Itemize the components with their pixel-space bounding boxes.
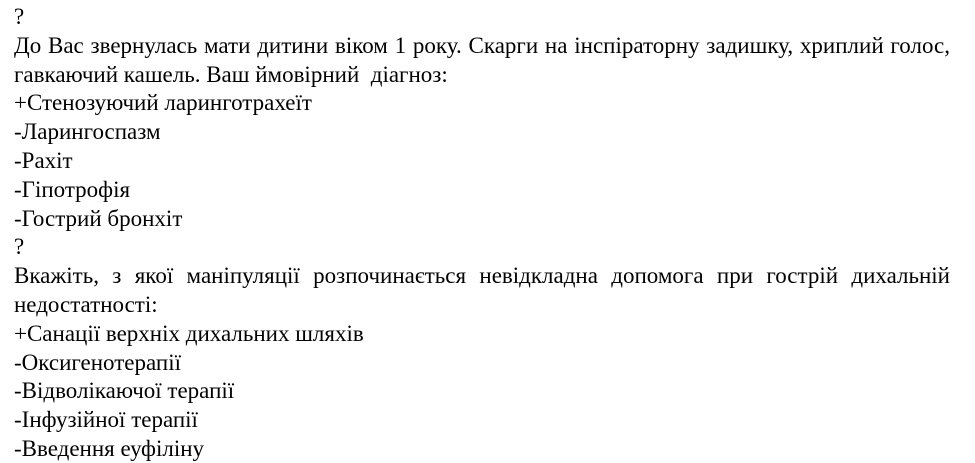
answer-option: -Ларингоспазм bbox=[14, 119, 161, 145]
question-block-1 bbox=[14, 3, 956, 233]
answer-option: -Введення еуфіліну bbox=[14, 435, 205, 461]
answer-option-correct: +Санації верхніх дихальних шляхів bbox=[14, 320, 364, 346]
question-block-2 bbox=[14, 233, 956, 463]
answer-option: -Оксигенотерапії bbox=[14, 349, 181, 375]
answer-option: -Гіпотрофія bbox=[14, 176, 131, 202]
answer-option: -Гострий бронхіт bbox=[14, 205, 183, 231]
answer-option: -Рахіт bbox=[14, 147, 73, 173]
question-marker: ? bbox=[14, 234, 25, 260]
question-marker: ? bbox=[14, 4, 25, 29]
answer-option-correct: +Стенозуючий ларинготрахеїт bbox=[14, 90, 312, 116]
question-text: Вкажіть, з якої маніпуляції розпочинається невідкладна допомога при гострій дихальній недостатності: bbox=[14, 263, 956, 317]
answer-option: -Інфузійної терапії bbox=[14, 407, 198, 433]
answer-option: -Відволікаючої терапії bbox=[14, 378, 235, 404]
question-text: До Вас звернулась мати дитини віком 1 року. Скарги на інспіраторну задишку, хриплий голос, гавкаючий кашель. Ваш ймовірний діагноз: bbox=[14, 32, 956, 87]
